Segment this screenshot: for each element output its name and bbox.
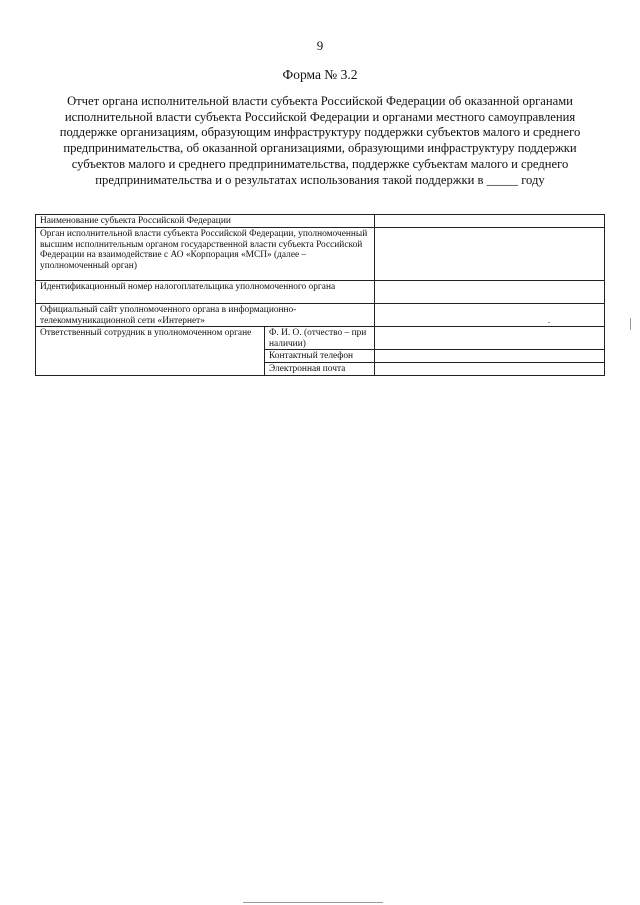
scan-mark — [243, 902, 383, 903]
table-row — [36, 228, 605, 281]
contact-label-phone: Контактный телефон — [265, 350, 375, 363]
table-row — [36, 304, 605, 327]
row-label-authorized-body: Орган исполнительной власти субъекта Российской Федерации, уполномоченный высшим исполнительным органом государственной власти субъекта Российской Федерации на взаимодействие с АО «Корпорация «МСП» (далее – уполномоченный орган) — [36, 228, 375, 281]
report-title: Отчет органа исполнительной власти субъекта Российской Федерации об оказанной органами исполнительной власти субъекта Российской Федерации и органами местного самоуправления поддержке организациям, образующим инфраструктуру поддержки субъектов малого и среднего предпринимательства, об оказанной организациями, образующими инфраструктуру поддержки субъектов малого и среднего предпринимательства, поддержке субъектам малого и среднего предпринимательства и о результатах использования такой поддержки в _____ году — [59, 94, 581, 187]
scan-mark — [630, 318, 631, 330]
row-label-subject-name: Наименование субъекта Российской Федерации — [36, 215, 375, 228]
scan-mark — [548, 322, 550, 323]
contact-value-full-name — [375, 327, 605, 350]
contact-label-email: Электронная почта — [265, 362, 375, 375]
table-row — [36, 327, 605, 350]
row-label-inn: Идентификационный номер налогоплательщика уполномоченного органа — [36, 281, 375, 304]
row-value-subject-name — [375, 215, 605, 228]
row-value-website — [375, 304, 605, 327]
report-table — [35, 214, 605, 376]
page-number: 9 — [316, 38, 324, 53]
table-row — [36, 215, 605, 228]
row-value-inn — [375, 281, 605, 304]
row-label-website: Официальный сайт уполномоченного органа в информационно-телекоммуникационной сети «Интернет» — [36, 304, 375, 327]
table-row — [36, 281, 605, 304]
contact-label-full-name: Ф. И. О. (отчество – при наличии) — [265, 327, 375, 350]
row-value-authorized-body — [375, 228, 605, 281]
contact-value-phone — [375, 350, 605, 363]
form-title: Форма № 3.2 — [282, 67, 358, 82]
row-label-responsible-employee: Ответственный сотрудник в уполномоченном органе — [36, 327, 265, 375]
contact-value-email — [375, 362, 605, 375]
report-table-container — [35, 214, 604, 376]
